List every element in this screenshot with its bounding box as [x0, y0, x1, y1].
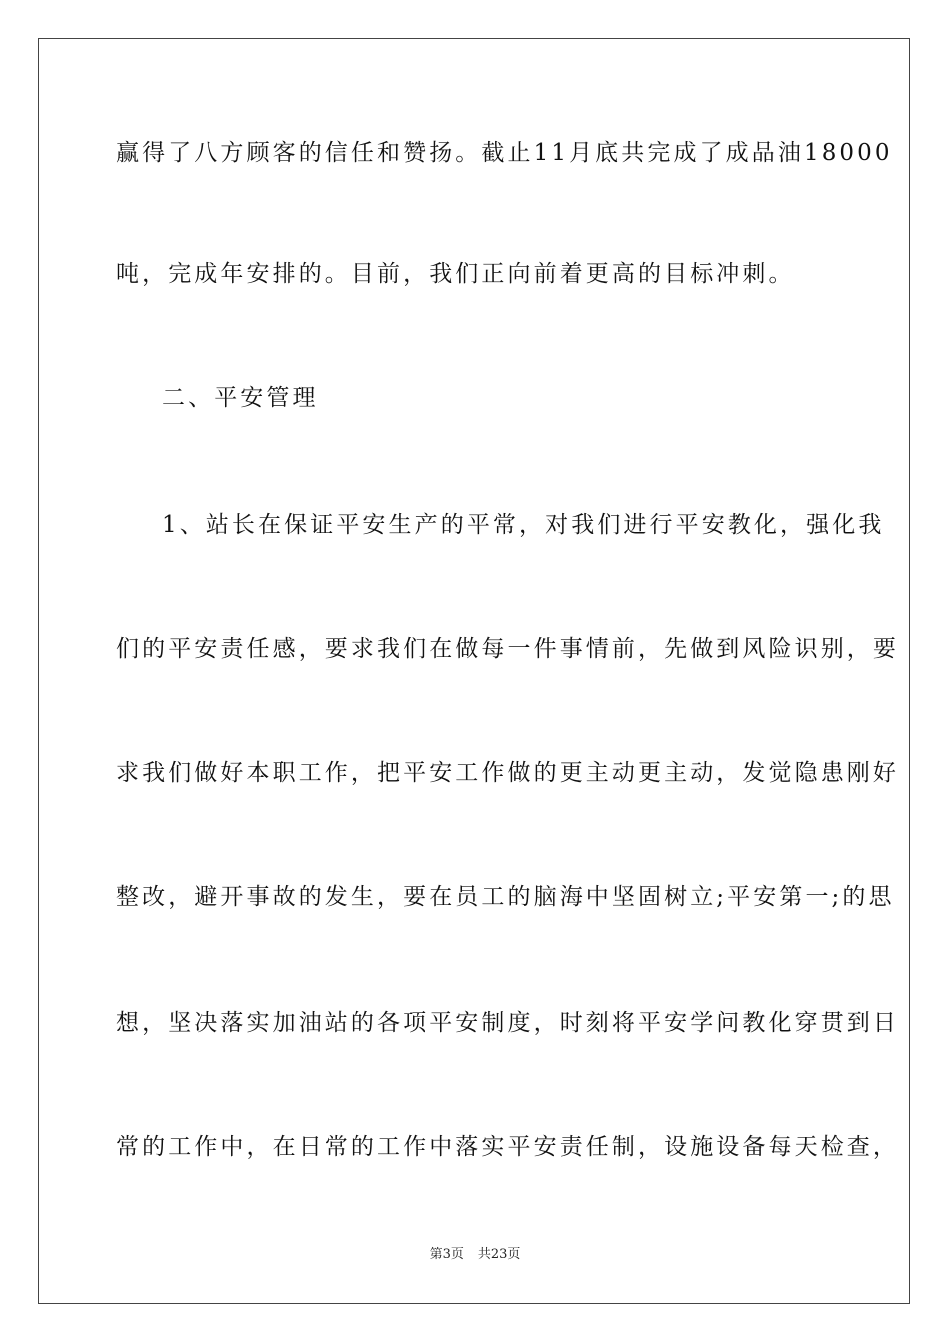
paragraph-line: 1、站长在保证平安生产的平常，对我们进行平安教化，强化我 [162, 512, 885, 538]
paragraph-line: 常的工作中，在日常的工作中落实平安责任制，设施设备每天检查， [116, 1134, 899, 1160]
paragraph-line: 整改，避开事故的发生，要在员工的脑海中坚固树立;平安第一;的思 [116, 884, 895, 910]
paragraph-line: 吨，完成年安排的。目前，我们正向前着更高的目标冲刺。 [116, 261, 795, 287]
paragraph-line: 们的平安责任感，要求我们在做每一件事情前，先做到风险识别，要 [116, 636, 899, 662]
page-number: 第3页 [429, 1247, 464, 1262]
paragraph-line: 求我们做好本职工作，把平安工作做的更主动更主动，发觉隐患刚好 [116, 760, 899, 786]
page-border [38, 38, 910, 1304]
paragraph-line: 赢得了八方顾客的信任和赞扬。截止11月底共完成了成品油18000 [116, 140, 893, 166]
page-footer [0, 1246, 950, 1264]
paragraph-line: 想，坚决落实加油站的各项平安制度，时刻将平安学问教化穿贯到日 [116, 1010, 899, 1036]
section-heading: 二、平安管理 [162, 385, 319, 411]
page-total: 共23页 [477, 1247, 521, 1262]
